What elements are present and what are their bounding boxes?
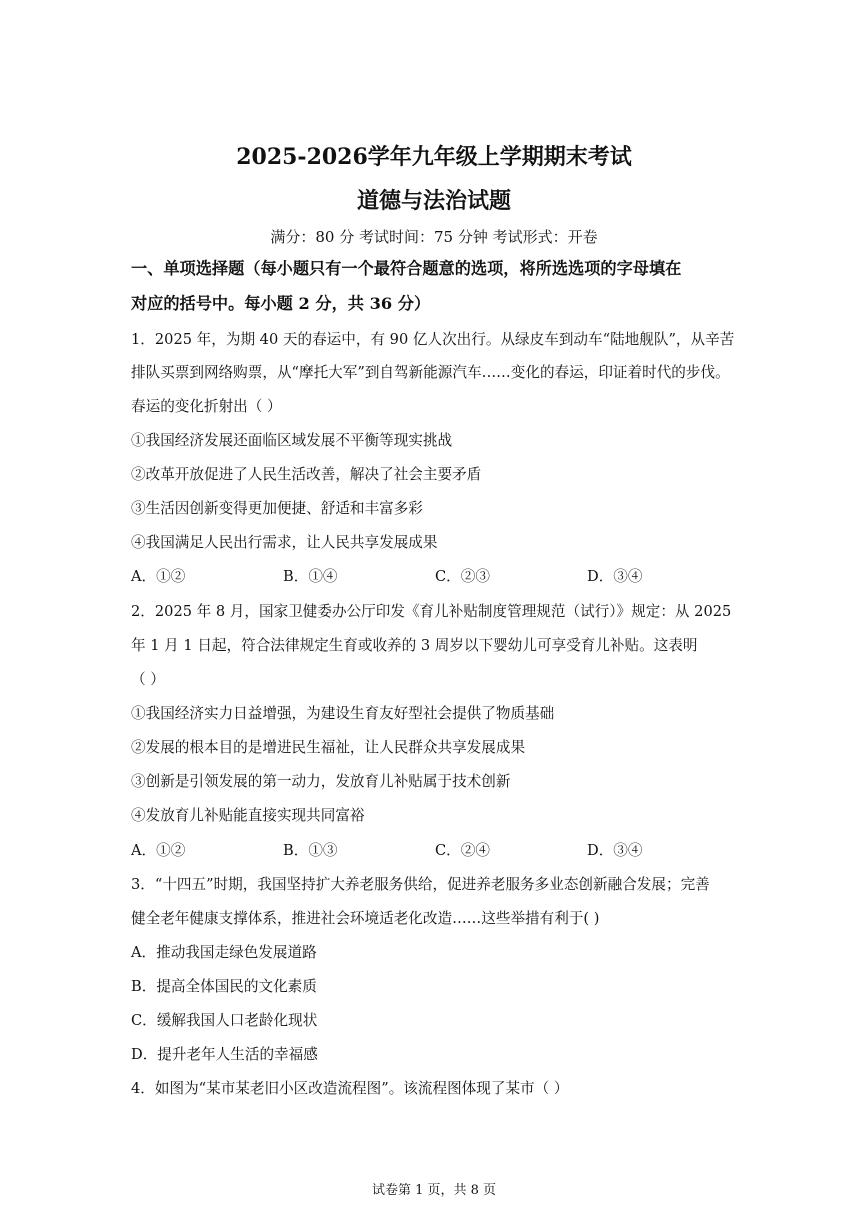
q3-stem-line2: 健全老年健康支撑体系，推进社会环境适老化改造……这些举措有利于( ) <box>131 910 600 927</box>
q1-item-1: ①我国经济发展还面临区域发展不平衡等现实挑战 <box>131 432 453 449</box>
q2-option-d[interactable]: D．③④ <box>587 842 643 859</box>
q2-item-4: ④发放育儿补贴能直接实现共同富裕 <box>131 807 365 824</box>
q3-option-b[interactable]: B．提高全体国民的文化素质 <box>131 978 317 995</box>
q2-item-2: ②发展的根本目的是增进民生福祉，让人民群众共享发展成果 <box>131 739 526 756</box>
section-heading-line1: 一、单项选择题（每小题只有一个最符合题意的选项，将所选选项的字母填在 <box>131 259 682 278</box>
q2-option-b[interactable]: B．①③ <box>283 842 338 859</box>
page-footer: 试卷第 1 页，共 8 页 <box>371 1183 497 1198</box>
q1-option-a[interactable]: A．①② <box>131 568 186 585</box>
q2-option-c[interactable]: C．②④ <box>435 842 490 859</box>
q1-option-b[interactable]: B．①④ <box>283 568 338 585</box>
q1-item-3: ③生活因创新变得更加便捷、舒适和丰富多彩 <box>131 500 423 517</box>
q2-stem-line1: 2．2025 年 8 月，国家卫健委办公厅印发《育儿补贴制度管理规范（试行）》规定：从 2025 <box>131 603 732 620</box>
exam-meta: 满分：80 分 考试时间：75 分钟 考试形式：开卷 <box>270 228 598 246</box>
q1-item-2: ②改革开放促进了人民生活改善，解决了社会主要矛盾 <box>131 466 482 483</box>
q1-stem-line2: 排队买票到网络购票，从“摩托大军”到自驾新能源汽车……变化的春运，印证着时代的步伐。 <box>131 364 730 381</box>
q2-option-a[interactable]: A．①② <box>131 842 186 859</box>
exam-subtitle: 道德与法治试题 <box>356 188 511 214</box>
q1-option-d[interactable]: D．③④ <box>587 568 643 585</box>
q3-option-a[interactable]: A．推动我国走绿色发展道路 <box>131 944 317 961</box>
q3-stem-line1: 3．“十四五”时期，我国坚持扩大养老服务供给，促进养老服务多业态创新融合发展；完善 <box>131 876 710 893</box>
q4-stem-line1: 4．如图为“某市某老旧小区改造流程图”。该流程图体现了某市（ ） <box>131 1080 569 1097</box>
q1-option-c[interactable]: C．②③ <box>435 568 490 585</box>
exam-title: 2025-2026学年九年级上学期期末考试 <box>236 144 632 170</box>
section-heading-line2: 对应的括号中。每小题 2 分，共 36 分） <box>131 294 431 313</box>
q1-stem-line3: 春运的变化折射出（ ） <box>131 398 282 415</box>
q2-item-3: ③创新是引领发展的第一动力，发放育儿补贴属于技术创新 <box>131 773 511 790</box>
q3-option-c[interactable]: C．缓解我国人口老龄化现状 <box>131 1012 318 1029</box>
q2-item-1: ①我国经济实力日益增强，为建设生育友好型社会提供了物质基础 <box>131 705 555 722</box>
q1-stem-line1: 1．2025 年，为期 40 天的春运中，有 90 亿人次出行。从绿皮车到动车“陆地舰队”，从辛苦 <box>131 331 735 348</box>
q2-stem-line2: 年 1 月 1 日起，符合法律规定生育或收养的 3 周岁以下婴幼儿可享受育儿补贴。这表明 <box>131 637 698 654</box>
q1-item-4: ④我国满足人民出行需求，让人民共享发展成果 <box>131 534 438 551</box>
q3-option-d[interactable]: D．提升老年人生活的幸福感 <box>131 1046 318 1063</box>
q2-stem-line3: （ ） <box>131 671 165 688</box>
